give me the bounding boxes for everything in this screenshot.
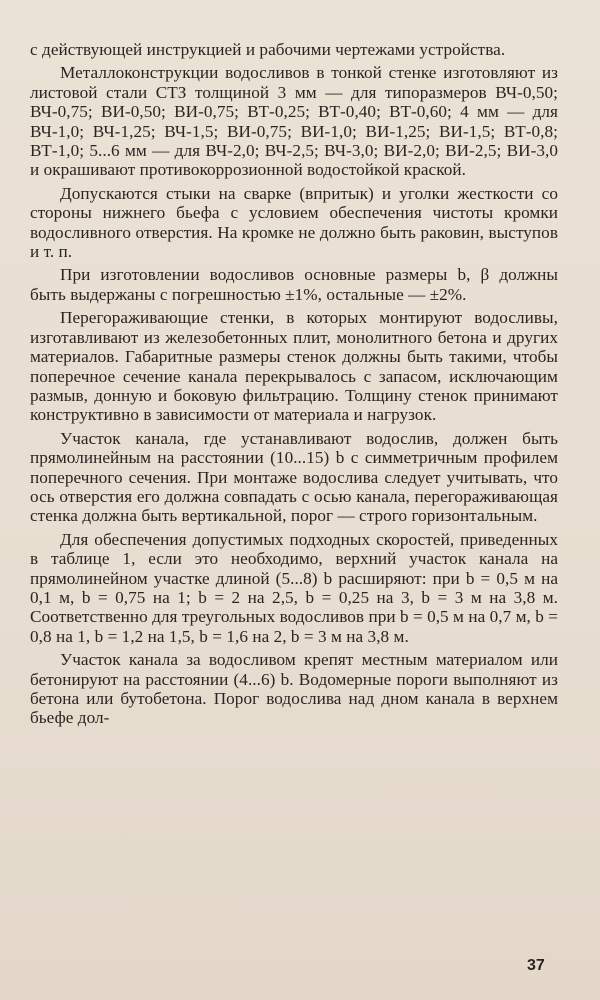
- paragraph-partition-walls: Перегораживающие стенки, в которых монтируют водосливы, изготавливают из железобетонных плит, монолитного бетона и других материалов. Габаритные размеры стенок должны быть такими, чтобы поперечное сечение канала перекрывалось с запасом, исключающим размыв, донную и боковую фильтрацию. Толщину стенок принимают конструктивно в зависимости от материала и нагрузок.: [30, 308, 558, 425]
- page-number: 37: [527, 957, 545, 974]
- paragraph-approach-velocities: Для обеспечения допустимых подходных скоростей, приведенных в таблице 1, если это необходимо, верхний участок канала на прямолинейном участке длиной (5...8) b расширяют: при b = 0,5 м на 0,1 м, b = 0,75 на 1; b = 2 на 2,5, b = 0,25 на 3, b = 3 м на 3,8 м. Соответственно для треугольных водосливов при b = 0,5 м на 0,7 м, b = 0,8 на 1, b = 1,2 на 1,5, b = 1,6 на 2, b = 3 м на 3,8 м.: [30, 529, 558, 646]
- paragraph-tolerances: При изготовлении водосливов основные размеры b, β должны быть выдержаны с погрешностью ±1%, остальные — ±2%.: [30, 265, 558, 304]
- paragraph-welding-joints: Допускаются стыки на сварке (впритык) и уголки жесткости со стороны нижнего бьефа с условием обеспечения чистоты кромки водосливного отверстия. На кромке не должно быть раковин, выступов и т. п.: [30, 183, 558, 262]
- paragraph-downstream-section: Участок канала за водосливом крепят местным материалом или бетонируют на расстоянии (4...6) b. Водомерные пороги выполняют из бетона или бутобетона. Порог водослива над дном канала в верхнем бьефе дол-: [30, 650, 558, 728]
- paragraph-channel-section: Участок канала, где устанавливают водослив, должен быть прямолинейным на расстоянии (10...15) b с симметричным профилем поперечного сечения. При монтаже водослива следует учитывать, что ось отверстия его должна совпадать с осью канала, перегораживающая стенка должна быть вертикальной, порог — строго горизонтальным.: [30, 428, 558, 526]
- paragraph-continuation: с действующей инструкцией и рабочими чертежами устройства.: [30, 40, 506, 59]
- paragraph-metal-structures: Металлоконструкции водосливов в тонкой стенке изготовляют из листовой стали СТЗ толщиной 3 мм — для типоразмеров ВЧ-0,50; ВЧ-0,75; ВИ-0,50; ВИ-0,75; ВТ-0,25; ВТ-0,40; ВТ-0,60; 4 мм — для ВЧ-1,0; ВЧ-1,25; ВЧ-1,5; ВИ-0,75; ВИ-1,0; ВИ-1,25; ВИ-1,5; ВТ-0,8; ВТ-1,0; 5...6 мм — для ВЧ-2,0; ВЧ-2,5; ВЧ-3,0; ВИ-2,0; ВИ-2,5; ВИ-3,0 и окрашивают противокоррозионной водостойкой краской.: [30, 63, 558, 180]
- body-text: [30, 40, 558, 732]
